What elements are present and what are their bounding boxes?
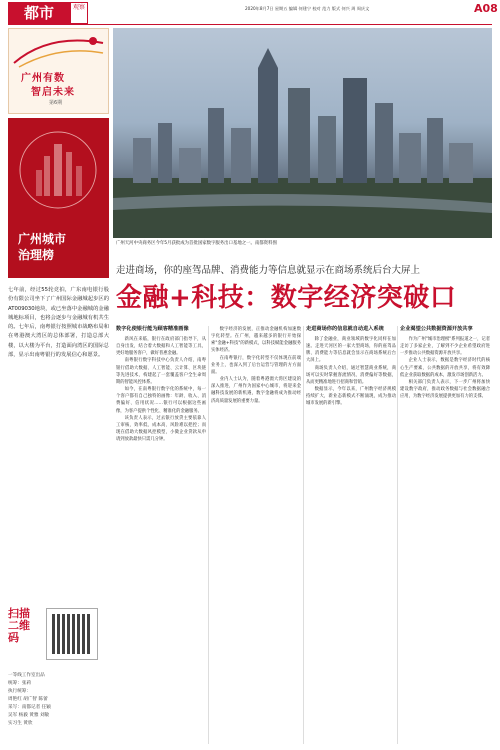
section-subtitle: 观察 [70, 2, 88, 24]
paragraph: 相关部门负责人表示，下一步广州将加快建设数字政府，推动政务数据与社会数据融合应用，为数字经济发展提供更加有力的支撑。 [400, 379, 490, 400]
series-title-line1: 广州有数 [21, 73, 65, 84]
credits [8, 672, 109, 728]
column-subheading: 走进商场你的信息就自动进入系统 [306, 326, 384, 332]
skyline-photo [113, 28, 492, 238]
column-divider [208, 326, 209, 744]
column-subheading: 企业渴望公共数据资源开放共享 [400, 326, 473, 332]
paragraph: 数据显示，今年以来，广州数字经济规模持续扩大，新业态新模式不断涌现，成为推动城市发展的新引擎。 [306, 387, 396, 407]
paragraph: 如今，在南粤银行数字化的系统中，每一个客户都有自己独特的画像：年龄、收入、消费偏好、信用状况……银行可以根据这些画像，为客户提供个性化、精准化的金融服务。 [116, 387, 206, 414]
paragraph: 新风在来临，银行在政府部门指导下，从自身出发，结合着大数据和人工智能等工具，更好地服务客户，做好普惠金融。 [116, 337, 206, 357]
qr-code-icon[interactable] [46, 608, 98, 660]
paragraph: 商场负责人介绍，通过智慧商业系统，商场可以实时掌握客流情况、消费偏好等数据，从而更精准地进行招商和营销。 [306, 365, 396, 385]
series-badge [8, 28, 109, 114]
credit-line: 统筹：张莉 [8, 681, 31, 686]
paragraph: 业内人士认为，随着粤港澳大湾区建设的深入推进，广州作为国家中心城市，将迎来金融科技发展的新机遇，数字金融将成为推动经济高质量发展的重要力量。 [211, 377, 301, 404]
city-skyline-icon [14, 126, 102, 216]
photo-caption: 广州天河中央商务区今年5月获批成为首批国家数字服务出口基地之一。南都资料图 [116, 241, 277, 246]
paragraph: 在南粤银行，数字化转型不仅体现在前端业务上，也深入到了后台运营与管理的方方面面。 [211, 355, 301, 375]
banner-title-line1: 广州城市 [18, 232, 67, 246]
paragraph: 企业人士表示，数据是数字经济时代的核心生产要素，公共数据的开放共享，将有效降低企业获取数据的成本，激发市场创新活力。 [400, 358, 490, 378]
column-divider [303, 326, 304, 744]
credit-line: 采写：南都记者 任颖 [8, 705, 51, 710]
page-header [0, 0, 500, 26]
paragraph: 南粤银行数字科技中心负责人介绍，南粤银行借助大数据、人工智能、云计算、区块链等先进技术，构建起了一套覆盖客户全生命周期的智能风控体系。 [116, 358, 206, 385]
credit-line: 一等线工作室出品 [8, 673, 45, 678]
paragraph: 该负责人表示，过去银行放贷主要依靠人工审核，效率低、成本高、风险难以把控；而现在借助大数据风控模型，小微企业贷款从申请到放款最快只需几分钟。 [116, 415, 206, 443]
series-issue-number: 第6期 [49, 100, 63, 106]
credit-line: 实习生 黄欣 [8, 721, 33, 726]
article-column-1 [116, 326, 206, 443]
series-swoosh-icon [9, 29, 108, 69]
credit-line: 周艳红 胡广智 陈蕾 [8, 697, 48, 702]
paragraph: 作为广州"城市治理榜"系列报道之一，记者走访了多家企业，了解到不少企业希望政府进一步推动公共数据资源开放共享。 [400, 337, 490, 357]
section-masthead: 都市 [8, 2, 70, 24]
date-line: 2020年8月7日 星期五 编辑 何建宁 校对 范力 版式 何兴 周 周庆文 [245, 6, 370, 11]
credit-line: 吴军 杨毅 黄雅 刘敏 [8, 713, 50, 718]
page-number: A08 [474, 2, 498, 15]
column-banner [8, 118, 109, 278]
article-column-3 [306, 326, 396, 408]
article-column-4 [400, 326, 490, 400]
banner-title-line2: 治理榜 [18, 248, 55, 262]
paragraph: 数字经济的发展，正推动金融机构加速数字化转型。在广州，越来越多的银行开始探索"金融+科技"的新模式，以科技赋能金融服务实体经济。 [211, 327, 301, 354]
article-column-2 [211, 326, 301, 405]
qr-block [8, 608, 109, 663]
paragraph: 除了金融业，商业领域的数字化同样在加速。走进天河区的一家大型商场，你的座驾品牌、消费能力等信息就会显示在商场系统后台大屏上。 [306, 337, 396, 364]
qr-label: 扫描 二维码 [8, 607, 30, 644]
column-subheading: 数字化使银行能为顾客精准画像 [116, 326, 189, 332]
article-headline: 金融+科技：数字经济突破口 [116, 283, 457, 313]
article-deck: 走进商场，你的座驾品牌、消费能力等信息就显示在商场系统后台大屏上 [116, 265, 421, 276]
intro-text: 七年前，经过55轮竞拍，广东南电银行股份有限公司坐下了广州国际金融城起步区的AT009030地块，或已坐落中金融城的金融城地标项目，也将会逐步与金融城有机共生的。七年后，南粤银行按照城市战略布局和在粤港澳大湾区的总体部署，打造总部大楼，以大楼为平台，打造面向湾区的国际总部，显示出南粤银行的发展信心和愿景。 [8, 287, 109, 359]
credit-line: 执行统筹： [8, 689, 31, 694]
header-rule [8, 24, 492, 25]
left-sidebar [8, 28, 109, 744]
series-title-line2: 智启未来 [31, 87, 75, 98]
column-divider [397, 326, 398, 744]
city-skyline-illustration [113, 28, 492, 238]
